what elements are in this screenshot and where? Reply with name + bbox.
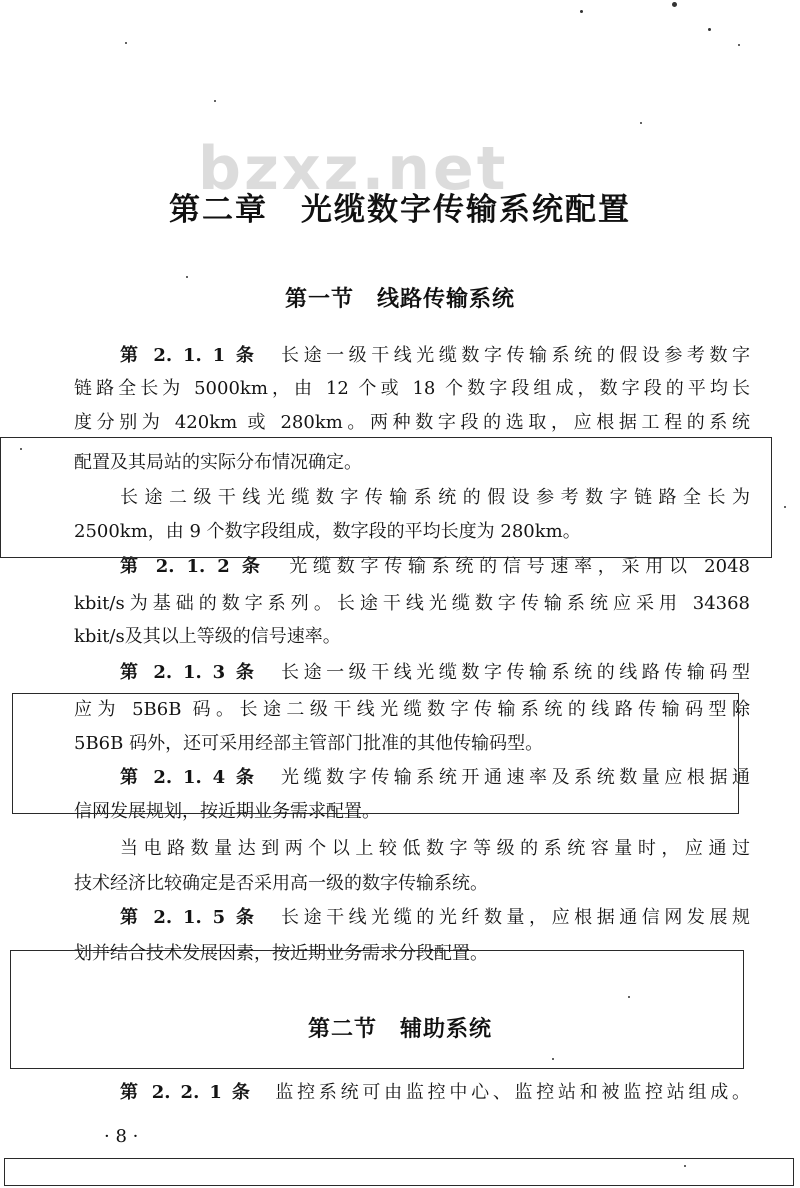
text-line: 配置及其局站的实际分布情况确定。 <box>74 452 362 473</box>
section-title-2: 第二节 辅助系统 <box>307 1016 492 1042</box>
scan-speck <box>640 122 642 124</box>
text-line: 第 2. 1. 1 条 长途一级干线光缆数字传输系统的假设参考数字 <box>120 345 750 366</box>
text-line: 2500km，由 9 个数字段组成，数字段的平均长度为 280km。 <box>74 521 581 542</box>
article-number: 第 2. 1. 5 条 <box>120 907 259 928</box>
chapter-title: 第二章 光缆数字传输系统配置 <box>169 192 631 228</box>
scan-speck <box>125 42 127 44</box>
text-line: 技术经济比较确定是否采用高一级的数字传输系统。 <box>74 873 488 894</box>
scan-speck <box>214 100 216 102</box>
text-line: kbit/s为基础的数字系列。长途干线光缆数字传输系统应采用 34368 <box>74 593 750 614</box>
scan-artifact-box <box>12 693 739 814</box>
scan-speck <box>552 1058 554 1060</box>
watermark: bzxz.net <box>198 134 509 204</box>
scan-speck <box>784 506 786 508</box>
scan-speck <box>580 10 583 13</box>
text-line: 当电路数量达到两个以上较低数字等级的系统容量时，应通过 <box>120 838 750 859</box>
scan-speck <box>20 448 22 450</box>
text-line: 应为 5B6B 码。长途二级干线光缆数字传输系统的线路传输码型除 <box>74 699 750 720</box>
article-number: 第 2. 1. 2 条 <box>120 556 266 577</box>
scan-speck <box>672 2 677 7</box>
text-line: 第 2. 1. 3 条 长途一级干线光缆数字传输系统的线路传输码型 <box>120 662 750 683</box>
scan-speck <box>738 44 740 46</box>
text-line: 度分别为 420km 或 280km。两种数字段的选取，应根据工程的系统 <box>74 412 750 433</box>
scan-speck <box>684 1165 686 1167</box>
article-number: 第 2. 2. 1 条 <box>120 1082 254 1103</box>
text-line: 第 2. 2. 1 条 监控系统可由监控中心、监控站和被监控站组成。 <box>120 1082 750 1103</box>
text-line: 第 2. 1. 5 条 长途干线光缆的光纤数量，应根据通信网发展规 <box>120 907 750 928</box>
scan-artifact-box <box>4 1158 794 1186</box>
text-line: 信网发展规划，按近期业务需求配置。 <box>74 801 380 822</box>
scan-speck <box>708 28 711 31</box>
text-line: 长途二级干线光缆数字传输系统的假设参考数字链路全长为 <box>120 487 750 508</box>
text-line: kbit/s及其以上等级的信号速率。 <box>74 626 341 647</box>
text-line: 链路全长为 5000km，由 12 个或 18 个数字段组成，数字段的平均长 <box>74 378 750 399</box>
scan-speck <box>186 276 188 278</box>
section-title-1: 第一节 线路传输系统 <box>284 286 515 312</box>
article-number: 第 2. 1. 3 条 <box>120 662 259 683</box>
page-number: · 8 · <box>104 1126 139 1147</box>
scan-speck <box>628 996 630 998</box>
scan-artifact-box <box>10 950 744 1069</box>
article-number: 第 2. 1. 4 条 <box>120 767 259 788</box>
scan-artifact-box <box>0 437 772 558</box>
text-line: 5B6B 码外，还可采用经部主管部门批准的其他传输码型。 <box>74 733 544 754</box>
text-line: 第 2. 1. 4 条 光缆数字传输系统开通速率及系统数量应根据通 <box>120 767 750 788</box>
text-line: 第 2. 1. 2 条 光缆数字传输系统的信号速率，采用以 2048 <box>120 556 750 577</box>
text-line: 划并结合技术发展因素，按近期业务需求分段配置。 <box>74 943 488 964</box>
article-number: 第 2. 1. 1 条 <box>120 345 259 366</box>
